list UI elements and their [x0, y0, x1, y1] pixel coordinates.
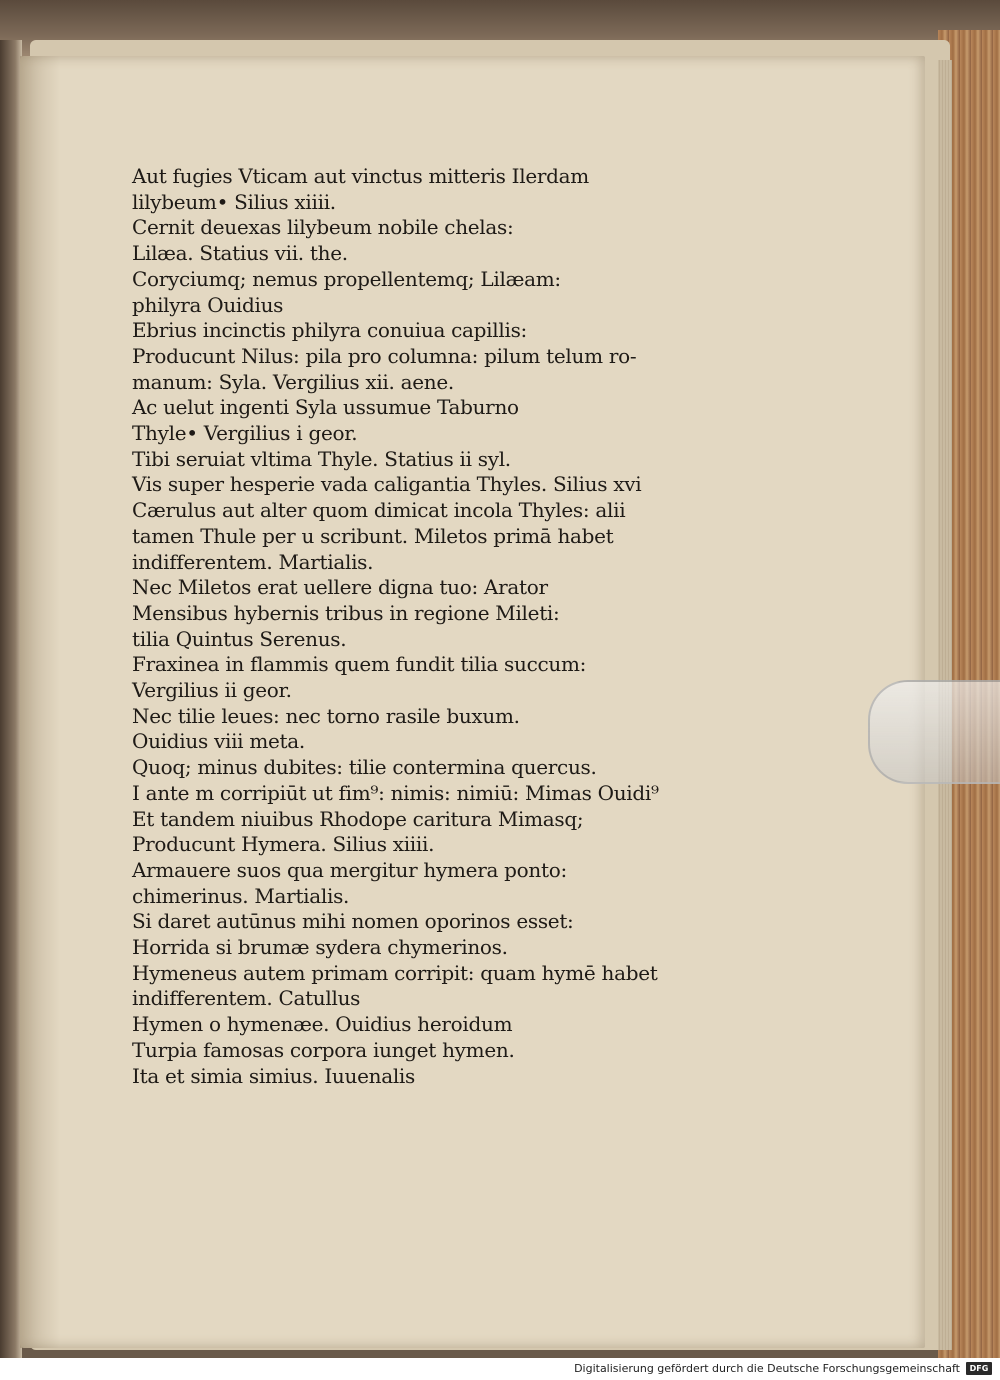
text-line: Armauere suos qua mergitur hymera ponto:	[132, 857, 567, 882]
text-line: Hymen o hymenæe. Ouidius heroidum	[132, 1012, 513, 1037]
book-cover-left	[0, 40, 22, 1358]
text-line: Ouidius viii meta.	[132, 729, 305, 754]
text-line: Cernit deuexas lilybeum nobile chelas:	[132, 215, 514, 240]
text-line: I ante m corripiūt ut fim⁹: nimis: nimiū: Mimas Ouidi⁹	[132, 780, 659, 805]
text-line: Nec tilie leues: nec torno rasile buxum.	[132, 703, 520, 728]
text-line: tamen Thule per u scribunt. Miletos primā habet	[132, 523, 614, 548]
text-line: Producunt Nilus: pila pro columna: pilum telum ro-	[132, 343, 637, 368]
text-line: manum: Syla. Vergilius xii. aene.	[132, 369, 454, 394]
text-line: Lilæa. Statius vii. the.	[132, 241, 348, 266]
footer-bar	[0, 1358, 1000, 1380]
dfg-logo-icon: DFG	[966, 1362, 992, 1375]
text-line: Thyle• Vergilius i geor.	[132, 421, 358, 445]
text-line: Aut fugies Vticam aut vinctus mitteris Ilerdam	[132, 164, 589, 188]
text-line: Ac uelut ingenti Syla ussumue Taburno	[132, 395, 519, 420]
text-line: Et tandem niuibus Rhodope caritura Mimasq;	[132, 806, 584, 831]
text-line: Hymeneus autem primam corripit: quam hymē habet	[132, 960, 658, 985]
text-line: philyra Ouidius	[132, 292, 284, 317]
text-line: Coryciumq; nemus propellentemq; Lilæam:	[132, 266, 561, 291]
text-line: Ebrius incinctis philyra conuiua capillis:	[132, 318, 527, 343]
text-line: Fraxinea in flammis quem fundit tilia succum:	[132, 652, 587, 677]
text-line: Quoq; minus dubites: tilie contermina quercus.	[132, 755, 597, 780]
text-line: Si daret autūnus mihi nomen oporinos esset:	[132, 909, 574, 934]
gutter-shadow	[20, 56, 60, 1348]
text-line: tilia Quintus Serenus.	[132, 626, 347, 651]
text-line: lilybeum• Silius xiiii.	[132, 189, 336, 214]
text-line: Horrida si brumæ sydera chymerinos.	[132, 935, 508, 959]
text-line: Ita et simia simius. Iuuenalis	[132, 1063, 415, 1088]
text-line: Tibi seruiat vltima Thyle. Statius ii syl.	[132, 446, 511, 471]
text-line: indifferentem. Catullus	[132, 986, 361, 1011]
text-line: Nec Miletos erat uellere digna tuo: Arator	[132, 575, 548, 600]
book-page	[20, 56, 925, 1348]
text-line: Vergilius ii geor.	[132, 678, 292, 702]
text-line: Producunt Hymera. Silius xiiii.	[132, 832, 435, 857]
text-line: indifferentem. Martialis.	[132, 549, 374, 574]
text-line: Turpia famosas corpora iunget hymen.	[132, 1037, 515, 1062]
text-line: Vis super hesperie vada caligantia Thyles. Silius xvi	[132, 472, 642, 497]
text-line: Mensibus hybernis tribus in regione Mileti:	[132, 600, 560, 625]
plastic-clip	[868, 680, 1000, 784]
text-line: chimerinus. Martialis.	[132, 883, 350, 908]
footer-credit: Digitalisierung gefördert durch die Deutsche Forschungsgemeinschaft	[574, 1362, 960, 1375]
text-line: Cærulus aut alter quom dimicat incola Thyles: alii	[132, 498, 626, 523]
